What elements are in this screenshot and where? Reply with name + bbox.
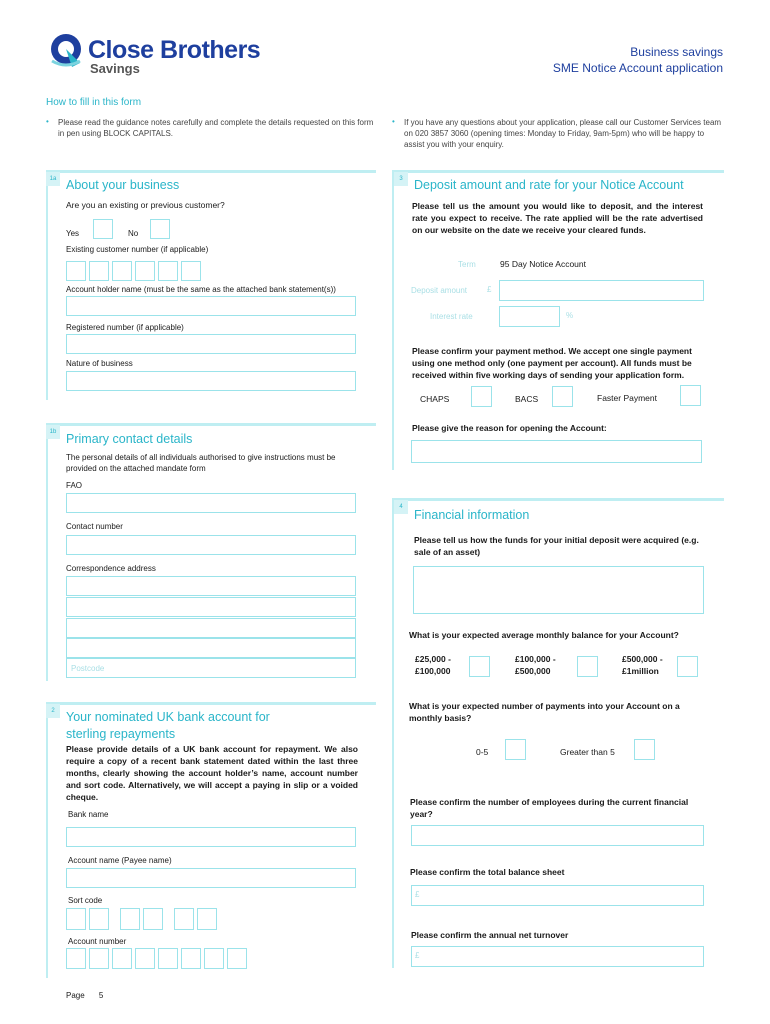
balance-sheet-input[interactable] [411, 885, 704, 906]
account-number-digit[interactable] [227, 948, 247, 969]
deposit-amount-label: Deposit amount [411, 286, 468, 295]
payments-question: What is your expected number of payments into your Account on a monthly basis? [409, 701, 680, 723]
bacs-checkbox[interactable] [552, 386, 573, 407]
reason-input[interactable] [411, 440, 702, 463]
account-name-input[interactable] [66, 868, 356, 888]
faster-payment-checkbox[interactable] [680, 385, 701, 406]
deposit-amount-input[interactable] [499, 280, 704, 301]
section-3-tab: 3 [394, 172, 408, 186]
section-1b-intro: The personal details of all individuals authorised to give instructions must be provided on the attached mandate form [66, 453, 336, 473]
account-number-digit[interactable] [158, 948, 178, 969]
section-1a-sideline [46, 170, 48, 400]
existing-number-digit[interactable] [112, 261, 132, 281]
contact-number-input[interactable] [66, 535, 356, 555]
chaps-checkbox[interactable] [471, 386, 492, 407]
section-1b-border [46, 423, 376, 426]
account-number-digit[interactable] [135, 948, 155, 969]
postcode-placeholder: Postcode [71, 664, 105, 673]
account-number-digit[interactable] [112, 948, 132, 969]
section-1a-tab: 1a [46, 172, 60, 186]
howto-right [392, 117, 722, 150]
existing-number-digit[interactable] [181, 261, 201, 281]
account-holder-label: Account holder name (must be the same as the attached bank statement(s)) [66, 285, 336, 294]
sort-code-digit[interactable] [174, 908, 194, 930]
page-footer [66, 991, 103, 1000]
sort-code-digit[interactable] [89, 908, 109, 930]
balance-option-3-line1: £500,000 - [622, 654, 663, 664]
faster-payment-label: Faster Payment [597, 393, 657, 403]
section-4-tab: 4 [394, 500, 408, 514]
funds-question: Please tell us how the funds for your initial deposit were acquired (e.g. sale of an asset) [414, 535, 699, 557]
payment-method-text: Please confirm your payment method. We accept one single payment using one method only (one payment per account). All funds must be received within five working days of sending your application form. [412, 346, 692, 380]
howto-left-text: Please read the guidance notes carefully and complete the details requested on this form in pen using BLOCK CAPITALS. [58, 118, 374, 138]
account-number-digit[interactable] [204, 948, 224, 969]
howto-left [46, 117, 376, 139]
page-label: Page [66, 991, 85, 1000]
fao-label: FAO [66, 481, 83, 490]
section-2-title-line1: Your nominated UK bank account for [66, 710, 270, 724]
sort-code-digit[interactable] [197, 908, 217, 930]
turnover-input[interactable] [411, 946, 704, 967]
brand-subtitle: Savings [90, 61, 140, 76]
section-4-title: Financial information [414, 508, 530, 522]
section-1b-sideline [46, 423, 48, 681]
balance-sheet-question: Please confirm the total balance sheet [410, 867, 565, 877]
document-title [553, 44, 723, 76]
interest-rate-label: Interest rate [430, 312, 473, 321]
contact-number-label: Contact number [66, 522, 123, 531]
account-holder-input[interactable] [66, 296, 356, 316]
funds-input[interactable] [413, 566, 704, 614]
section-1b-tab: 1b [46, 425, 60, 439]
account-name-label: Account name (Payee name) [68, 856, 172, 865]
reason-label: Please give the reason for opening the Account: [412, 423, 607, 433]
existing-number-digit[interactable] [158, 261, 178, 281]
sort-code-digit[interactable] [120, 908, 140, 930]
yes-label: Yes [66, 229, 80, 238]
brand-logo [46, 33, 86, 69]
document-title-line2: SME Notice Account application [552, 61, 723, 75]
account-number-digit[interactable] [89, 948, 109, 969]
balance-option-2-label [515, 653, 556, 677]
section-2-sideline [46, 702, 48, 978]
existing-number-digit[interactable] [135, 261, 155, 281]
bank-name-input[interactable] [66, 827, 356, 847]
bacs-label: BACS [515, 394, 539, 404]
brand-logo-icon [46, 33, 86, 69]
term-value: 95 Day Notice Account [500, 259, 586, 269]
balance-option-2-line1: £100,000 - [515, 654, 556, 664]
registered-number-label: Registered number (if applicable) [66, 323, 184, 332]
payments-option-1-label: 0-5 [476, 747, 489, 757]
section-3-sideline [392, 170, 394, 470]
howto-title: How to fill in this form [46, 97, 142, 108]
page-number: 5 [98, 991, 104, 1000]
sort-code-label: Sort code [68, 896, 103, 905]
balance-sheet-currency: £ [415, 890, 420, 899]
section-2-title [66, 709, 270, 743]
howto-right-text: If you have any questions about your application, please call our Customer Services team on 020 3857 3060 (opening times: Monday to Friday, 9am-5pm) who will be happy to assist you with your enquiry. [404, 118, 722, 149]
existing-number-label: Existing customer number (if applicable) [66, 245, 209, 254]
no-label: No [128, 229, 139, 238]
balance-option-1-line1: £25,000 - [415, 654, 451, 664]
payments-option-1-checkbox[interactable] [505, 739, 526, 760]
turnover-currency: £ [415, 951, 420, 960]
no-checkbox[interactable] [150, 219, 170, 239]
fao-input[interactable] [66, 493, 356, 513]
balance-option-3-label [622, 653, 663, 677]
address-line-1[interactable] [66, 576, 356, 596]
employees-question: Please confirm the number of employees during the current financial year? [410, 797, 689, 819]
balance-question: What is your expected average monthly balance for your Account? [409, 630, 679, 640]
existing-number-digit[interactable] [66, 261, 86, 281]
section-2-text: Please provide details of a UK bank account for repayment. We also require a copy of a recent bank statement dated within the last three months, clearly showing the account holder’s name, account number and sort code. Alternatively, we will accept a paying in slip or a voided cheque. [66, 744, 358, 802]
document-title-line1: Business savings [630, 45, 723, 59]
yes-checkbox[interactable] [93, 219, 113, 239]
balance-option-2-checkbox[interactable] [577, 656, 598, 677]
sort-code-digit[interactable] [66, 908, 86, 930]
section-3-text: Please tell us the amount you would like to deposit, and the interest rate you expect to receive. The rate applied will be the rate advertised on our website on the date we receive your cleared funds. [412, 201, 703, 235]
existing-customer-question: Are you an existing or previous customer? [66, 200, 225, 210]
section-2-border [46, 702, 376, 705]
address-line-2[interactable] [66, 597, 356, 617]
section-4-sideline [392, 498, 394, 968]
balance-option-1-label [415, 653, 451, 677]
sort-code-digit[interactable] [143, 908, 163, 930]
term-label: Term [458, 260, 476, 269]
payments-option-2-label: Greater than 5 [560, 747, 615, 757]
brand-name: Close Brothers [88, 36, 261, 64]
account-number-label: Account number [68, 937, 127, 946]
address-line-4[interactable] [66, 638, 356, 658]
section-3-border [392, 170, 724, 173]
section-1b-title: Primary contact details [66, 432, 193, 446]
balance-option-3-checkbox[interactable] [677, 656, 698, 677]
section-1a-border [46, 170, 376, 173]
nature-label: Nature of business [66, 359, 133, 368]
registered-number-input[interactable] [66, 334, 356, 354]
postcode-input[interactable] [66, 658, 356, 678]
chaps-label: CHAPS [420, 394, 450, 404]
turnover-question: Please confirm the annual net turnover [411, 930, 569, 940]
interest-rate-input[interactable] [499, 306, 560, 327]
section-2-tab: 2 [46, 704, 60, 718]
bank-name-label: Bank name [68, 810, 109, 819]
percent-sign: % [566, 311, 574, 320]
nature-input[interactable] [66, 371, 356, 391]
bullet-icon: • [392, 117, 395, 126]
correspondence-label: Correspondence address [66, 564, 156, 573]
account-number-digit[interactable] [181, 948, 201, 969]
address-line-3[interactable] [66, 618, 356, 638]
section-2-title-line2: sterling repayments [66, 727, 176, 741]
account-number-digit[interactable] [66, 948, 86, 969]
payments-option-2-checkbox[interactable] [634, 739, 655, 760]
section-1a-title: About your business [66, 178, 180, 192]
balance-option-3-line2: £1million [622, 666, 659, 676]
balance-option-1-line2: £100,000 [415, 666, 451, 676]
deposit-currency: £ [487, 285, 492, 294]
employees-input[interactable] [411, 825, 704, 846]
bullet-icon: • [46, 117, 49, 126]
existing-number-digit[interactable] [89, 261, 109, 281]
section-3-title: Deposit amount and rate for your Notice Account [414, 178, 684, 192]
section-4-border [392, 498, 724, 501]
balance-option-2-line2: £500,000 [515, 666, 551, 676]
balance-option-1-checkbox[interactable] [469, 656, 490, 677]
